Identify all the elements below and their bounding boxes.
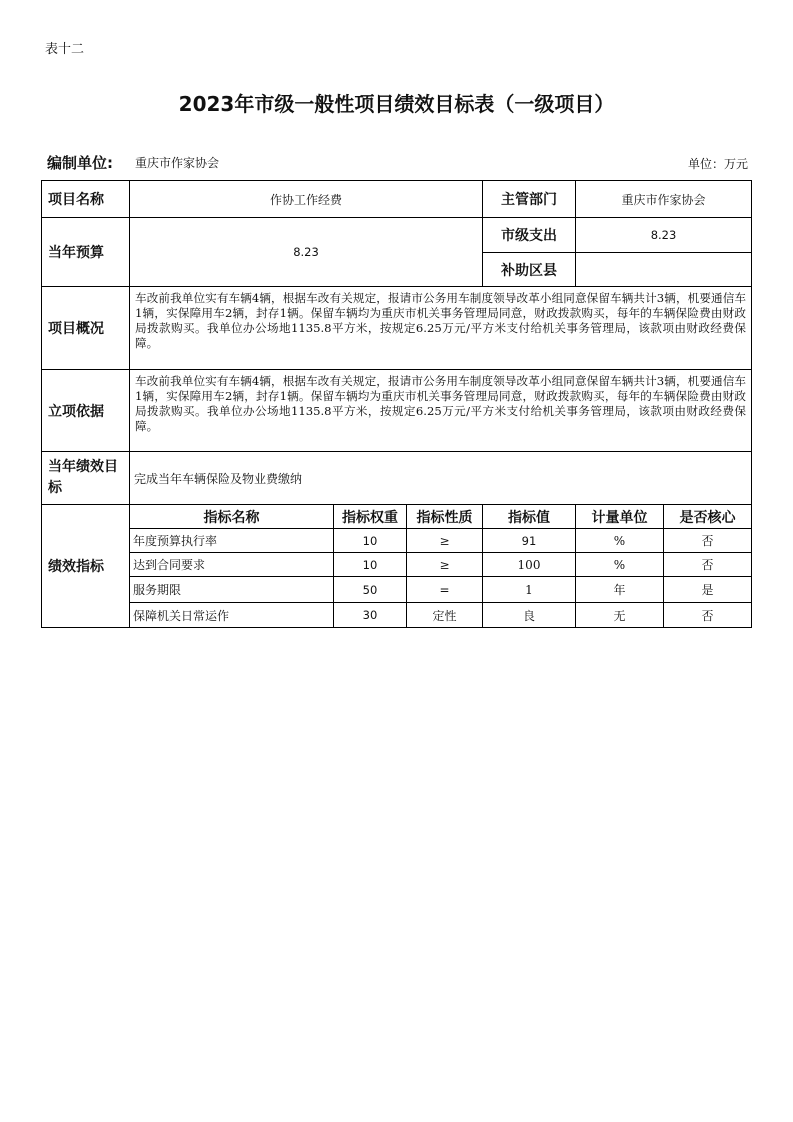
indicator-header-name: 指标名称 — [129, 504, 334, 529]
city-expenditure-label: 市级支出 — [482, 217, 576, 253]
indicator-header-unit: 计量单位 — [575, 504, 664, 529]
indicator-header-value: 指标值 — [482, 504, 576, 529]
indicator-row-core: 否 — [663, 552, 752, 577]
dept-label: 主管部门 — [482, 180, 576, 218]
indicator-row-unit: 年 — [575, 576, 664, 603]
project-name-value: 作协工作经费 — [129, 180, 483, 218]
subsidy-label: 补助区县 — [482, 252, 576, 287]
page-title: 2023年市级一般性项目绩效目标表（一级项目） — [178, 92, 615, 116]
indicator-row-weight: 30 — [333, 602, 407, 628]
indicator-row-weight: 10 — [333, 552, 407, 577]
table-number: 表十二 — [45, 42, 85, 57]
indicator-row-nature: 定性 — [406, 602, 483, 628]
budget-label: 当年预算 — [41, 217, 130, 287]
overview-text: 车改前我单位实有车辆4辆，根据车改有关规定，报请市公务用车制度领导改革小组同意保留车辆共计3辆，机要通信车1辆，实保障用车2辆，封存1辆。保留车辆均为重庆市机关事务管理局同意，财政拨款购买，每年的车辆保险费由财政局拨款购买。我单位办公场地1135.8平方米，按规定6.25万元/平方米支付给机关事务管理局，该款项由财政经费保障。 — [129, 286, 752, 370]
indicator-row-core: 否 — [663, 528, 752, 553]
indicator-row-name: 保障机关日常运作 — [129, 602, 334, 628]
indicator-row-unit: 无 — [575, 602, 664, 628]
indicator-row-value: 1 — [482, 576, 576, 603]
money-unit: 单位：万元 — [687, 157, 748, 171]
indicator-row-weight: 50 — [333, 576, 407, 603]
compile-unit-value: 重庆市作家协会 — [135, 156, 220, 170]
indicator-row-nature: = — [406, 576, 483, 603]
compile-unit-label: 编制单位: — [47, 154, 113, 172]
indicator-row-nature: ≥ — [406, 552, 483, 577]
goal-label: 当年绩效目标 — [41, 451, 130, 505]
indicator-row-value: 良 — [482, 602, 576, 628]
city-expenditure-value: 8.23 — [575, 217, 752, 253]
indicator-label: 绩效指标 — [41, 504, 130, 628]
basis-text: 车改前我单位实有车辆4辆，根据车改有关规定，报请市公务用车制度领导改革小组同意保留车辆共计3辆，机要通信车1辆，实保障用车2辆，封存1辆。保留车辆均为重庆市机关事务管理局同意，财政拨款购买，每年的车辆保险费由财政局拨款购买。我单位办公场地1135.8平方米，按规定6.25万元/平方米支付给机关事务管理局，该款项由财政经费保障。 — [129, 369, 752, 452]
budget-value: 8.23 — [129, 217, 483, 287]
indicator-header-core: 是否核心 — [663, 504, 752, 529]
goal-text: 完成当年车辆保险及物业费缴纳 — [129, 451, 752, 505]
indicator-row-nature: ≥ — [406, 528, 483, 553]
overview-label: 项目概况 — [41, 286, 130, 370]
project-name-label: 项目名称 — [41, 180, 130, 218]
indicator-row-weight: 10 — [333, 528, 407, 553]
indicator-row-name: 年度预算执行率 — [129, 528, 334, 553]
indicator-row-unit: % — [575, 528, 664, 553]
indicator-row-unit: % — [575, 552, 664, 577]
indicator-row-value: 91 — [482, 528, 576, 553]
subsidy-value — [575, 252, 752, 287]
dept-value: 重庆市作家协会 — [575, 180, 752, 218]
indicator-header-weight: 指标权重 — [333, 504, 407, 529]
indicator-header-nature: 指标性质 — [406, 504, 483, 529]
indicator-row-value: 100 — [482, 552, 576, 577]
indicator-row-core: 否 — [663, 602, 752, 628]
indicator-row-name: 服务期限 — [129, 576, 334, 603]
indicator-row-core: 是 — [663, 576, 752, 603]
indicator-row-name: 达到合同要求 — [129, 552, 334, 577]
basis-label: 立项依据 — [41, 369, 130, 452]
